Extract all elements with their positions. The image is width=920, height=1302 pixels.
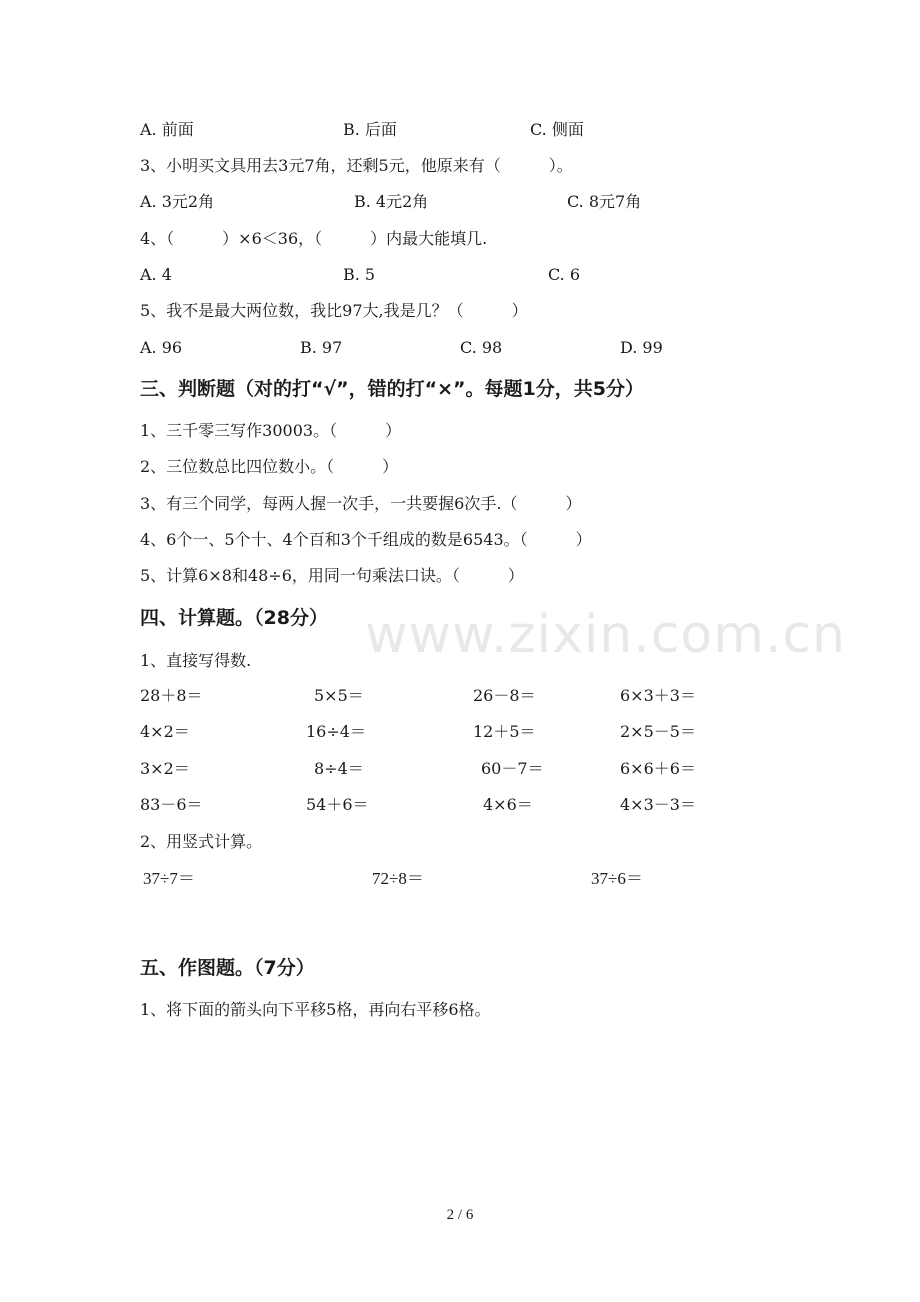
calc-cell: 83－6＝ [140, 795, 203, 814]
q4-text: 4、（ ）×6＜36，（ ）内最大能填几. [140, 229, 488, 248]
calc-cell: 6×3＋3＝ [620, 686, 696, 705]
calc-cell: 16÷4＝ [306, 722, 366, 741]
calc-cell: 12＋5＝ [473, 722, 536, 741]
calc-cell: 8÷4＝ [314, 759, 364, 778]
q5-option-a: A. 96 [140, 338, 183, 357]
judge-item: 2、三位数总比四位数小。（ ） [140, 457, 399, 476]
q5-option-c: C. 98 [460, 338, 503, 357]
section3-heading: 三、判断题（对的打“√”，错的打“×”。每题1分，共5分） [140, 378, 644, 400]
vertical-calc: 37÷7＝ [143, 869, 195, 888]
judge-item: 3、有三个同学，每两人握一次手，一共要握6次手.（ ） [140, 494, 582, 513]
watermark: www.zixin.com.cn [365, 605, 846, 665]
calc-cell: 28＋8＝ [140, 686, 203, 705]
judge-item: 5、计算6×8和48÷6，用同一句乘法口诀。（ ） [140, 566, 524, 585]
drawing-item: 1、将下面的箭头向下平移5格，再向右平移6格。 [140, 1000, 491, 1019]
q2-option-c: C. 侧面 [530, 120, 584, 139]
calc-cell: 60－7＝ [481, 759, 544, 778]
q4-option-c: C. 6 [548, 265, 581, 284]
q4-option-a: A. 4 [140, 265, 172, 284]
q5-text: 5、我不是最大两位数，我比97大,我是几？（ ） [140, 301, 528, 320]
judge-item: 4、6个一、5个十、4个百和3个千组成的数是6543。（ ） [140, 530, 592, 549]
q5-option-b: B. 97 [300, 338, 343, 357]
section5-heading: 五、作图题。（7分） [140, 957, 315, 979]
calc-sub1-label: 1、直接写得数. [140, 651, 252, 670]
q3-option-a: A. 3元2角 [140, 192, 215, 211]
q3-text: 3、小明买文具用去3元7角，还剩5元，他原来有（ ）。 [140, 156, 573, 175]
calc-cell: 4×6＝ [483, 795, 533, 814]
judge-item: 1、三千零三写作30003。（ ） [140, 421, 402, 440]
vertical-calc: 72÷8＝ [372, 869, 424, 888]
section4-heading: 四、计算题。（28分） [140, 607, 328, 629]
q5-option-d: D. 99 [620, 338, 663, 357]
q3-option-c: C. 8元7角 [567, 192, 642, 211]
calc-cell: 6×6＋6＝ [620, 759, 696, 778]
calc-sub2-label: 2、用竖式计算。 [140, 832, 263, 851]
calc-cell: 4×2＝ [140, 722, 190, 741]
q4-option-b: B. 5 [343, 265, 376, 284]
page-number: 2 / 6 [446, 1207, 474, 1223]
vertical-calc: 37÷6＝ [591, 869, 643, 888]
q2-option-b: B. 后面 [343, 120, 397, 139]
calc-cell: 4×3－3＝ [620, 795, 696, 814]
calc-cell: 54＋6＝ [306, 795, 369, 814]
calc-cell: 26－8＝ [473, 686, 536, 705]
q2-option-a: A. 前面 [140, 120, 194, 139]
calc-cell: 5×5＝ [314, 686, 364, 705]
calc-cell: 2×5－5＝ [620, 722, 696, 741]
q3-option-b: B. 4元2角 [354, 192, 429, 211]
calc-cell: 3×2＝ [140, 759, 190, 778]
